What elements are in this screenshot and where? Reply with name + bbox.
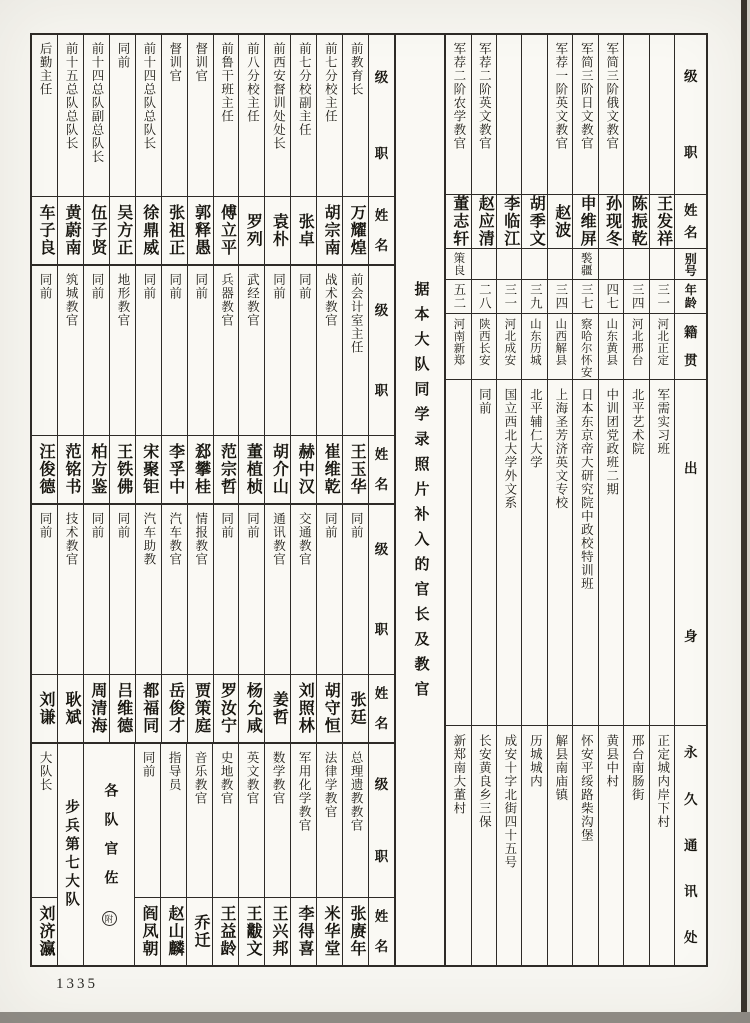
name-text: 乔迁	[191, 914, 209, 949]
rank-text: 前十四总队总队长	[141, 42, 156, 150]
name-text: 王黻文	[243, 905, 261, 958]
person-column	[57, 505, 83, 742]
name-text: 姜哲	[270, 691, 288, 726]
person-column	[212, 744, 238, 965]
address-text: 解县南庙镇	[553, 734, 568, 802]
name-text: 胡宗南	[322, 204, 340, 257]
person-column	[109, 35, 135, 264]
rank-text: 法律学教官	[323, 751, 338, 819]
name-text: 罗列	[244, 213, 262, 248]
name-text: 周清海	[88, 682, 106, 735]
rank-text: 汽车教官	[167, 512, 182, 566]
rank-header: 级 职	[374, 541, 389, 637]
person-column	[342, 35, 368, 264]
name-text: 王发祥	[654, 195, 672, 248]
name-text: 阎凤朝	[139, 905, 157, 958]
origin-text: 河北正定	[656, 318, 669, 366]
rank-text: 数学教官	[271, 751, 286, 805]
rank-header: 级 职	[683, 69, 698, 160]
header-column	[368, 505, 394, 742]
name-text: 范宗哲	[218, 443, 236, 496]
name-text: 张廷	[348, 691, 366, 726]
name-text: 董志轩	[450, 195, 468, 248]
person-column	[342, 266, 368, 503]
name-text: 张赓年	[347, 905, 365, 958]
person-column	[135, 505, 161, 742]
name-text: 赵山麟	[165, 905, 183, 958]
rank-text: 前七分校副主任	[297, 42, 312, 137]
background-text: 北平艺术院	[630, 388, 645, 456]
person-column	[316, 35, 342, 264]
rank-text: 军荐二阶英文教官	[477, 42, 492, 150]
rank-header: 级 职	[374, 776, 389, 864]
header-column	[368, 744, 394, 965]
name-text: 傅立平	[218, 204, 236, 257]
rank-text: 大队长	[38, 751, 53, 792]
background-text: 上海圣芳济英文专校	[553, 388, 568, 510]
name-text: 米华堂	[321, 905, 339, 958]
name-text: 刘照林	[296, 682, 314, 735]
name-text: 都福同	[140, 682, 158, 735]
name-text: 宋聚钜	[140, 443, 158, 496]
name-text: 伍子贤	[88, 204, 106, 257]
rank-text: 前西安督训处处长	[271, 42, 286, 150]
name-text: 申维屏	[578, 195, 596, 248]
person-column	[186, 744, 212, 965]
person-column	[213, 266, 239, 503]
person-column	[83, 266, 109, 503]
commander-column	[32, 744, 57, 965]
name-text: 郭释愚	[192, 204, 210, 257]
name-text: 李得喜	[295, 905, 313, 958]
person-column	[496, 35, 521, 965]
attach-label: 各队官佐	[102, 783, 118, 899]
rank-text: 同前	[38, 273, 53, 300]
name-text: 王铁佛	[114, 443, 132, 496]
page-number: 1335	[56, 976, 98, 992]
rank-text: 音乐教官	[193, 751, 208, 805]
person-column	[342, 505, 368, 742]
age-text: 五二	[451, 283, 466, 310]
alias-header: 别 号	[684, 252, 697, 278]
attach-label-cell	[83, 744, 134, 965]
origin-text: 察哈尔怀安	[579, 318, 592, 378]
rank-text: 交通教官	[297, 512, 312, 566]
person-column	[521, 35, 546, 965]
address-text: 黄县中村	[604, 734, 619, 788]
attach-mark-circled: 附	[102, 911, 117, 926]
age-text: 二八	[477, 283, 492, 310]
person-column	[109, 266, 135, 503]
name-text: 范铭书	[62, 443, 80, 496]
rank-text: 同前	[271, 273, 286, 300]
rank-text: 军荐一阶英文教官	[553, 42, 568, 150]
person-column	[238, 744, 264, 965]
person-column	[83, 505, 109, 742]
name-text: 徐鼎威	[140, 204, 158, 257]
name-header: 姓 名	[374, 208, 389, 253]
roster-table	[30, 33, 708, 967]
staff-roster-section	[446, 35, 706, 965]
rank-text: 同前	[115, 512, 130, 539]
name-text: 王益龄	[217, 905, 235, 958]
person-column	[83, 35, 109, 264]
origin-text: 山东历城	[528, 318, 541, 366]
name-text: 王兴邦	[269, 905, 287, 958]
person-column	[264, 744, 290, 965]
rank-text: 前八分校主任	[245, 42, 260, 123]
person-column	[547, 35, 572, 965]
name-text: 陈振乾	[629, 195, 647, 248]
name-text: 刘济瀛	[36, 905, 54, 958]
name-text: 吴方正	[114, 204, 132, 257]
name-text: 耿斌	[62, 691, 80, 726]
person-column	[32, 505, 57, 742]
name-text: 车子良	[37, 204, 55, 257]
rank-text: 军用化学教官	[297, 751, 312, 832]
name-text: 黄蔚南	[62, 204, 80, 257]
rank-text: 英文教官	[245, 751, 260, 805]
person-column	[57, 266, 83, 503]
person-column	[446, 35, 470, 965]
table-caption: 据本大队同学录照片补入的官长及教官	[412, 281, 429, 706]
left-band-3	[32, 505, 394, 744]
origin-text: 山东黄县	[605, 318, 618, 366]
person-column	[57, 35, 83, 264]
rank-text: 同前	[245, 512, 260, 539]
rank-text: 同前	[115, 42, 130, 69]
person-column	[290, 744, 316, 965]
rank-text: 情报教官	[193, 512, 208, 566]
address-header: 永 久 通 讯 处	[683, 745, 698, 946]
person-column	[213, 35, 239, 264]
rank-header: 级 职	[374, 302, 389, 398]
name-text: 胡守恒	[322, 682, 340, 735]
address-text: 新郑南大董村	[451, 734, 466, 815]
rank-text: 兵器教官	[219, 273, 234, 327]
rank-text: 同前	[167, 273, 182, 300]
origin-text: 陕西长安	[477, 318, 490, 366]
name-header: 姓 名	[374, 909, 389, 954]
rank-text: 前七分校主任	[323, 42, 338, 123]
person-column	[264, 505, 290, 742]
background-text: 日本东京帝大研究院中政校特训班	[579, 388, 594, 591]
name-text: 万耀煌	[348, 204, 366, 257]
rank-text: 同前	[90, 273, 105, 300]
name-text: 柏方鉴	[88, 443, 106, 496]
rank-text: 战术教官	[323, 273, 338, 327]
header-column	[368, 266, 394, 503]
person-column	[161, 35, 187, 264]
name-text: 张卓	[296, 213, 314, 248]
rank-text: 筑城教官	[64, 273, 79, 327]
person-column	[109, 505, 135, 742]
name-text: 张祖正	[166, 204, 184, 257]
age-text: 三九	[528, 283, 543, 310]
person-column	[623, 35, 648, 965]
name-header: 姓 名	[683, 202, 698, 240]
name-text: 罗汝宁	[218, 682, 236, 735]
scan-edge-bottom	[0, 1012, 750, 1023]
age-text: 三四	[553, 283, 568, 310]
person-column	[32, 35, 57, 264]
alias-text: 褧疆	[579, 252, 592, 276]
name-text: 郄攀桂	[192, 443, 210, 496]
name-text: 赫中汉	[296, 443, 314, 496]
origin-text: 河南新郑	[452, 318, 465, 366]
background-text: 国立西北大学外文系	[502, 388, 517, 510]
header-column	[368, 35, 394, 264]
rank-text: 后勤主任	[38, 42, 53, 96]
rank-text: 总理遗教教官	[349, 751, 364, 832]
address-text: 成安十字北街四十五号	[502, 734, 517, 869]
name-text: 袁朴	[270, 213, 288, 248]
rank-text: 同前	[219, 512, 234, 539]
age-header: 年 龄	[684, 283, 697, 310]
name-text: 赵应清	[476, 195, 494, 248]
person-column	[135, 266, 161, 503]
name-text: 贾策庭	[192, 682, 210, 735]
background-text: 中训团党政班二期	[604, 388, 619, 496]
rank-header: 级 职	[374, 69, 389, 161]
name-text: 董植桢	[244, 443, 262, 496]
person-column	[342, 744, 368, 965]
rank-text: 前鲁干班主任	[219, 42, 234, 123]
rank-text: 前十四总队副总队长	[90, 42, 105, 164]
rank-text: 同前	[323, 512, 338, 539]
person-column	[471, 35, 496, 965]
name-header: 姓 名	[374, 447, 389, 492]
rank-text: 前十五总队总队长	[64, 42, 79, 150]
person-column	[135, 35, 161, 264]
rank-text: 前教育长	[349, 42, 364, 96]
name-header: 姓 名	[374, 686, 389, 731]
rank-text: 指导员	[167, 751, 182, 792]
name-text: 杨允咸	[244, 682, 262, 735]
left-band-1	[32, 35, 394, 266]
rank-text: 同前	[297, 273, 312, 300]
rank-text: 军简三阶俄文教官	[604, 42, 619, 150]
age-text: 三四	[630, 283, 645, 310]
alias-text: 策良	[452, 252, 465, 276]
unit-label: 步兵第七大队	[63, 799, 80, 910]
name-text: 吕维德	[114, 682, 132, 735]
name-text: 赵波	[552, 204, 570, 239]
person-column	[161, 505, 187, 742]
name-text: 胡介山	[270, 443, 288, 496]
person-column	[264, 266, 290, 503]
unit-label-cell	[57, 744, 83, 965]
person-column	[134, 744, 160, 965]
left-band-4	[32, 744, 394, 965]
person-column	[290, 505, 316, 742]
background-text: 同前	[477, 388, 492, 415]
rank-text: 同前	[193, 273, 208, 300]
name-text: 刘谦	[37, 691, 55, 726]
rank-text: 同前	[349, 512, 364, 539]
person-column	[32, 266, 57, 503]
rank-text: 汽车助教	[141, 512, 156, 566]
background-header: 出 身	[683, 460, 698, 644]
age-text: 四七	[604, 283, 619, 310]
caption-column	[394, 35, 446, 965]
address-text: 正定城内岸下村	[655, 734, 670, 829]
person-column	[238, 505, 264, 742]
address-text: 历城城内	[528, 734, 543, 788]
rank-text: 军简三阶日文教官	[579, 42, 594, 150]
rank-text: 督训官	[193, 42, 208, 83]
rank-text: 地形教官	[115, 273, 130, 327]
rank-text: 同前	[38, 512, 53, 539]
name-text: 李临江	[501, 195, 519, 248]
origin-header: 籍 贯	[683, 324, 698, 368]
address-text: 长安黄良乡三保	[477, 734, 492, 829]
background-text: 军需实习班	[655, 388, 670, 456]
rank-text: 武经教官	[245, 273, 260, 327]
rank-text: 史地教官	[219, 751, 234, 805]
rank-text: 前会计室主任	[349, 273, 364, 354]
age-text: 三一	[655, 283, 670, 310]
age-text: 三七	[579, 283, 594, 310]
person-column	[238, 266, 264, 503]
origin-text: 河北邢台	[630, 318, 643, 366]
person-column	[213, 505, 239, 742]
person-column	[238, 35, 264, 264]
supplementary-officers-section	[32, 35, 394, 965]
rank-text: 军荐二阶农学教官	[451, 42, 466, 150]
person-column	[187, 266, 213, 503]
rank-text: 技术教官	[64, 512, 79, 566]
origin-text: 山西解县	[554, 318, 567, 366]
name-text: 崔维乾	[322, 443, 340, 496]
person-column	[264, 35, 290, 264]
person-column	[316, 505, 342, 742]
address-text: 怀安平绥路柴沟堡	[579, 734, 594, 842]
person-column	[649, 35, 674, 965]
rank-text: 同前	[141, 751, 156, 778]
left-band-2	[32, 266, 394, 505]
name-text: 王玉华	[348, 443, 366, 496]
person-column	[290, 266, 316, 503]
name-text: 孙现冬	[603, 195, 621, 248]
name-text: 李孚中	[166, 443, 184, 496]
rank-text: 督训官	[167, 42, 182, 83]
header-column	[674, 35, 706, 965]
name-text: 岳俊才	[166, 682, 184, 735]
person-column	[598, 35, 623, 965]
rank-text: 同前	[141, 273, 156, 300]
rank-text: 通讯教官	[271, 512, 286, 566]
person-column	[160, 744, 186, 965]
person-column	[316, 266, 342, 503]
name-text: 汪俊德	[37, 443, 55, 496]
background-text: 北平辅仁大学	[528, 388, 543, 469]
age-text: 三一	[502, 283, 517, 310]
person-column	[290, 35, 316, 264]
person-column	[572, 35, 597, 965]
origin-text: 河北成安	[503, 318, 516, 366]
person-column	[187, 505, 213, 742]
name-text: 胡季文	[527, 195, 545, 248]
person-column	[187, 35, 213, 264]
rank-text: 同前	[90, 512, 105, 539]
person-column	[316, 744, 342, 965]
address-text: 邢台南肠街	[630, 734, 645, 802]
person-column	[161, 266, 187, 503]
